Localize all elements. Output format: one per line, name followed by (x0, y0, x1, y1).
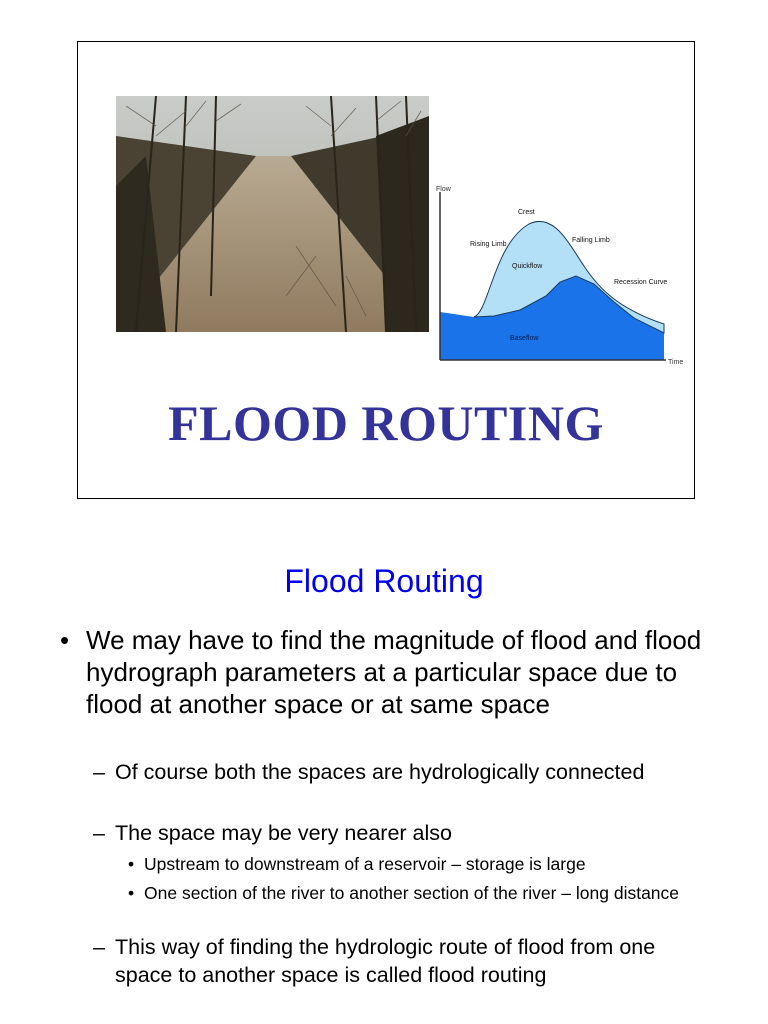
rising-limb-label: Rising Limb (470, 241, 507, 248)
title-slide (77, 41, 695, 499)
baseflow-label: Baseflow (510, 335, 539, 342)
bullet-text: This way of finding the hydrologic route of flood from one space to another space is called flood routing (115, 935, 656, 987)
bullet-text: Of course both the spaces are hydrologically connected (115, 760, 645, 784)
bullet-marker: • (128, 883, 135, 903)
bullet-text: One section of the river to another section of the river – long distance (144, 883, 680, 903)
falling-limb-label: Falling Limb (572, 237, 610, 244)
bullet-text: Upstream to downstream of a reservoir – storage is large (144, 854, 586, 874)
slide-heading: Flood Routing (284, 563, 484, 599)
bullet-marker: • (128, 854, 135, 874)
axis-x-label: Time (668, 359, 684, 366)
recession-curve-label: Recession Curve (614, 279, 668, 286)
hydrograph-diagram (434, 184, 694, 366)
slide-title: FLOOD ROUTING (168, 395, 604, 451)
bullet-marker: – (93, 760, 105, 784)
bullet-marker: – (93, 821, 105, 845)
bullet-text: We may have to find the magnitude of flood and flood hydrograph parameters at a particular space due to flood at another space or at same space (86, 625, 702, 719)
flooded-river-photo (116, 96, 429, 332)
bullet-marker: • (60, 625, 70, 655)
bullet-marker: – (93, 935, 105, 959)
axis-y-label: Flow (436, 186, 451, 193)
bullet-text: The space may be very nearer also (115, 821, 452, 845)
quickflow-label: Quickflow (512, 263, 543, 270)
crest-label: Crest (518, 209, 535, 216)
